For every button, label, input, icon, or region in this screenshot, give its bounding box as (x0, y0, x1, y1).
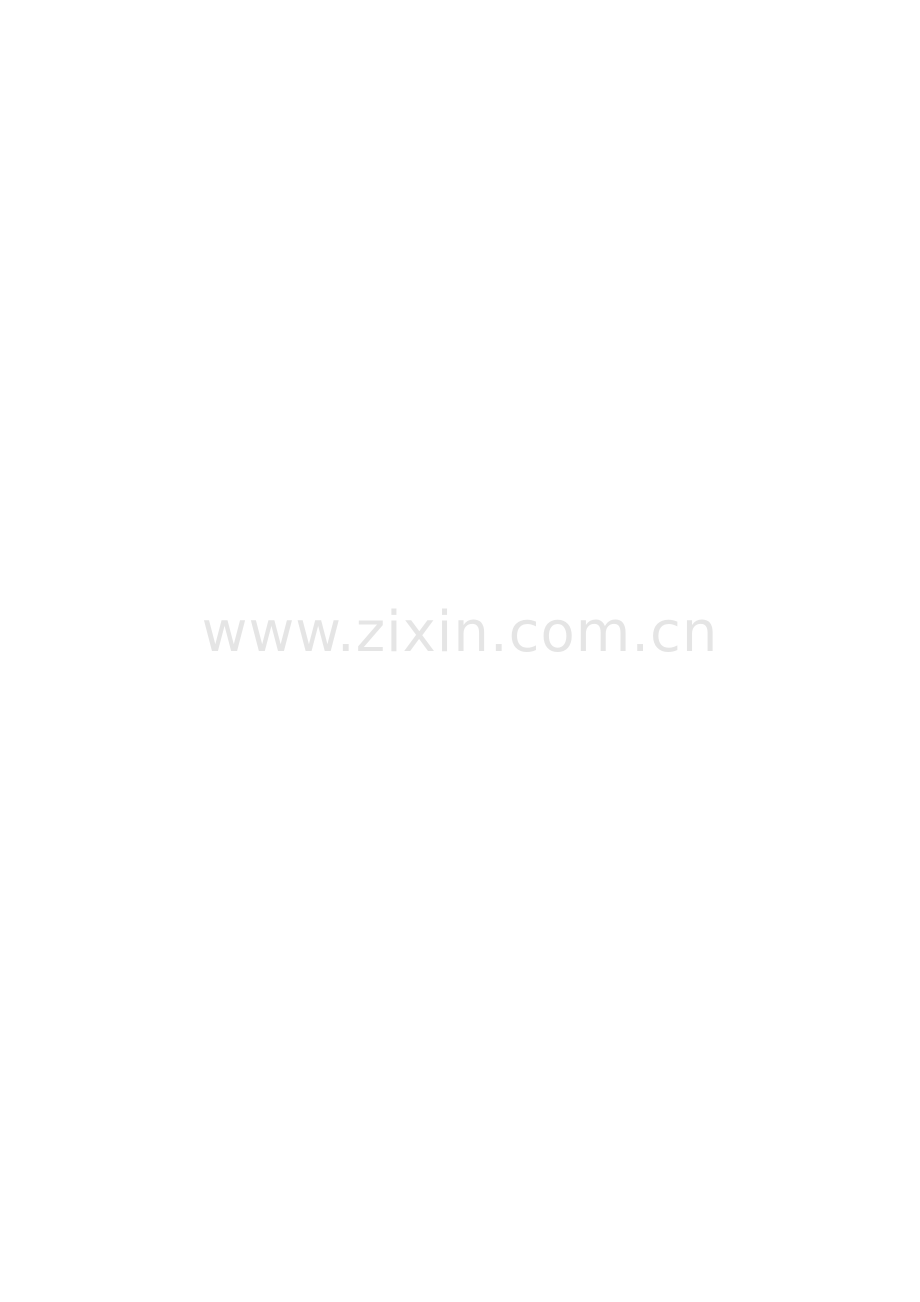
table-of-contents (138, 116, 798, 1188)
toc-entry-3-4[interactable] (138, 729, 798, 767)
toc-entry-3-3-cont (138, 690, 798, 728)
toc-entry-4-2[interactable] (138, 959, 798, 997)
toc-entry-4-1[interactable] (138, 882, 798, 920)
toc-entry-2-title[interactable] (138, 193, 798, 231)
toc-entry-5-cont (138, 1073, 798, 1111)
toc-entry-3-2-cont (138, 614, 798, 652)
toc-entry-1-leader (138, 154, 798, 192)
toc-entry-2-1[interactable] (138, 269, 798, 307)
toc-entry-5[interactable] (138, 1035, 798, 1073)
toc-entry-4-2-cont (138, 997, 798, 1035)
toc-entry-3-1-cont (138, 537, 798, 575)
toc-entry-3-2[interactable] (138, 576, 798, 614)
toc-entry-2-2-cont (138, 384, 798, 422)
toc-entry-1-title[interactable] (138, 116, 798, 154)
toc-entry-3[interactable] (138, 422, 798, 460)
toc-entry-2-1-cont (138, 307, 798, 345)
toc-entry-4[interactable] (138, 805, 798, 843)
toc-entry-5-1-cont (138, 1150, 798, 1188)
toc-entry-3-3[interactable] (138, 652, 798, 690)
toc-entry-3-1[interactable] (138, 499, 798, 537)
toc-entry-4-1-cont (138, 920, 798, 958)
toc-entry-2-leader (138, 231, 798, 269)
toc-entry-3-4-cont (138, 767, 798, 805)
toc-entry-2-2[interactable] (138, 346, 798, 384)
toc-entry-3-cont (138, 461, 798, 499)
toc-entry-4-cont (138, 844, 798, 882)
toc-entry-5-1[interactable] (138, 1112, 798, 1150)
watermark: www.zixin.com.cn (201, 600, 719, 665)
